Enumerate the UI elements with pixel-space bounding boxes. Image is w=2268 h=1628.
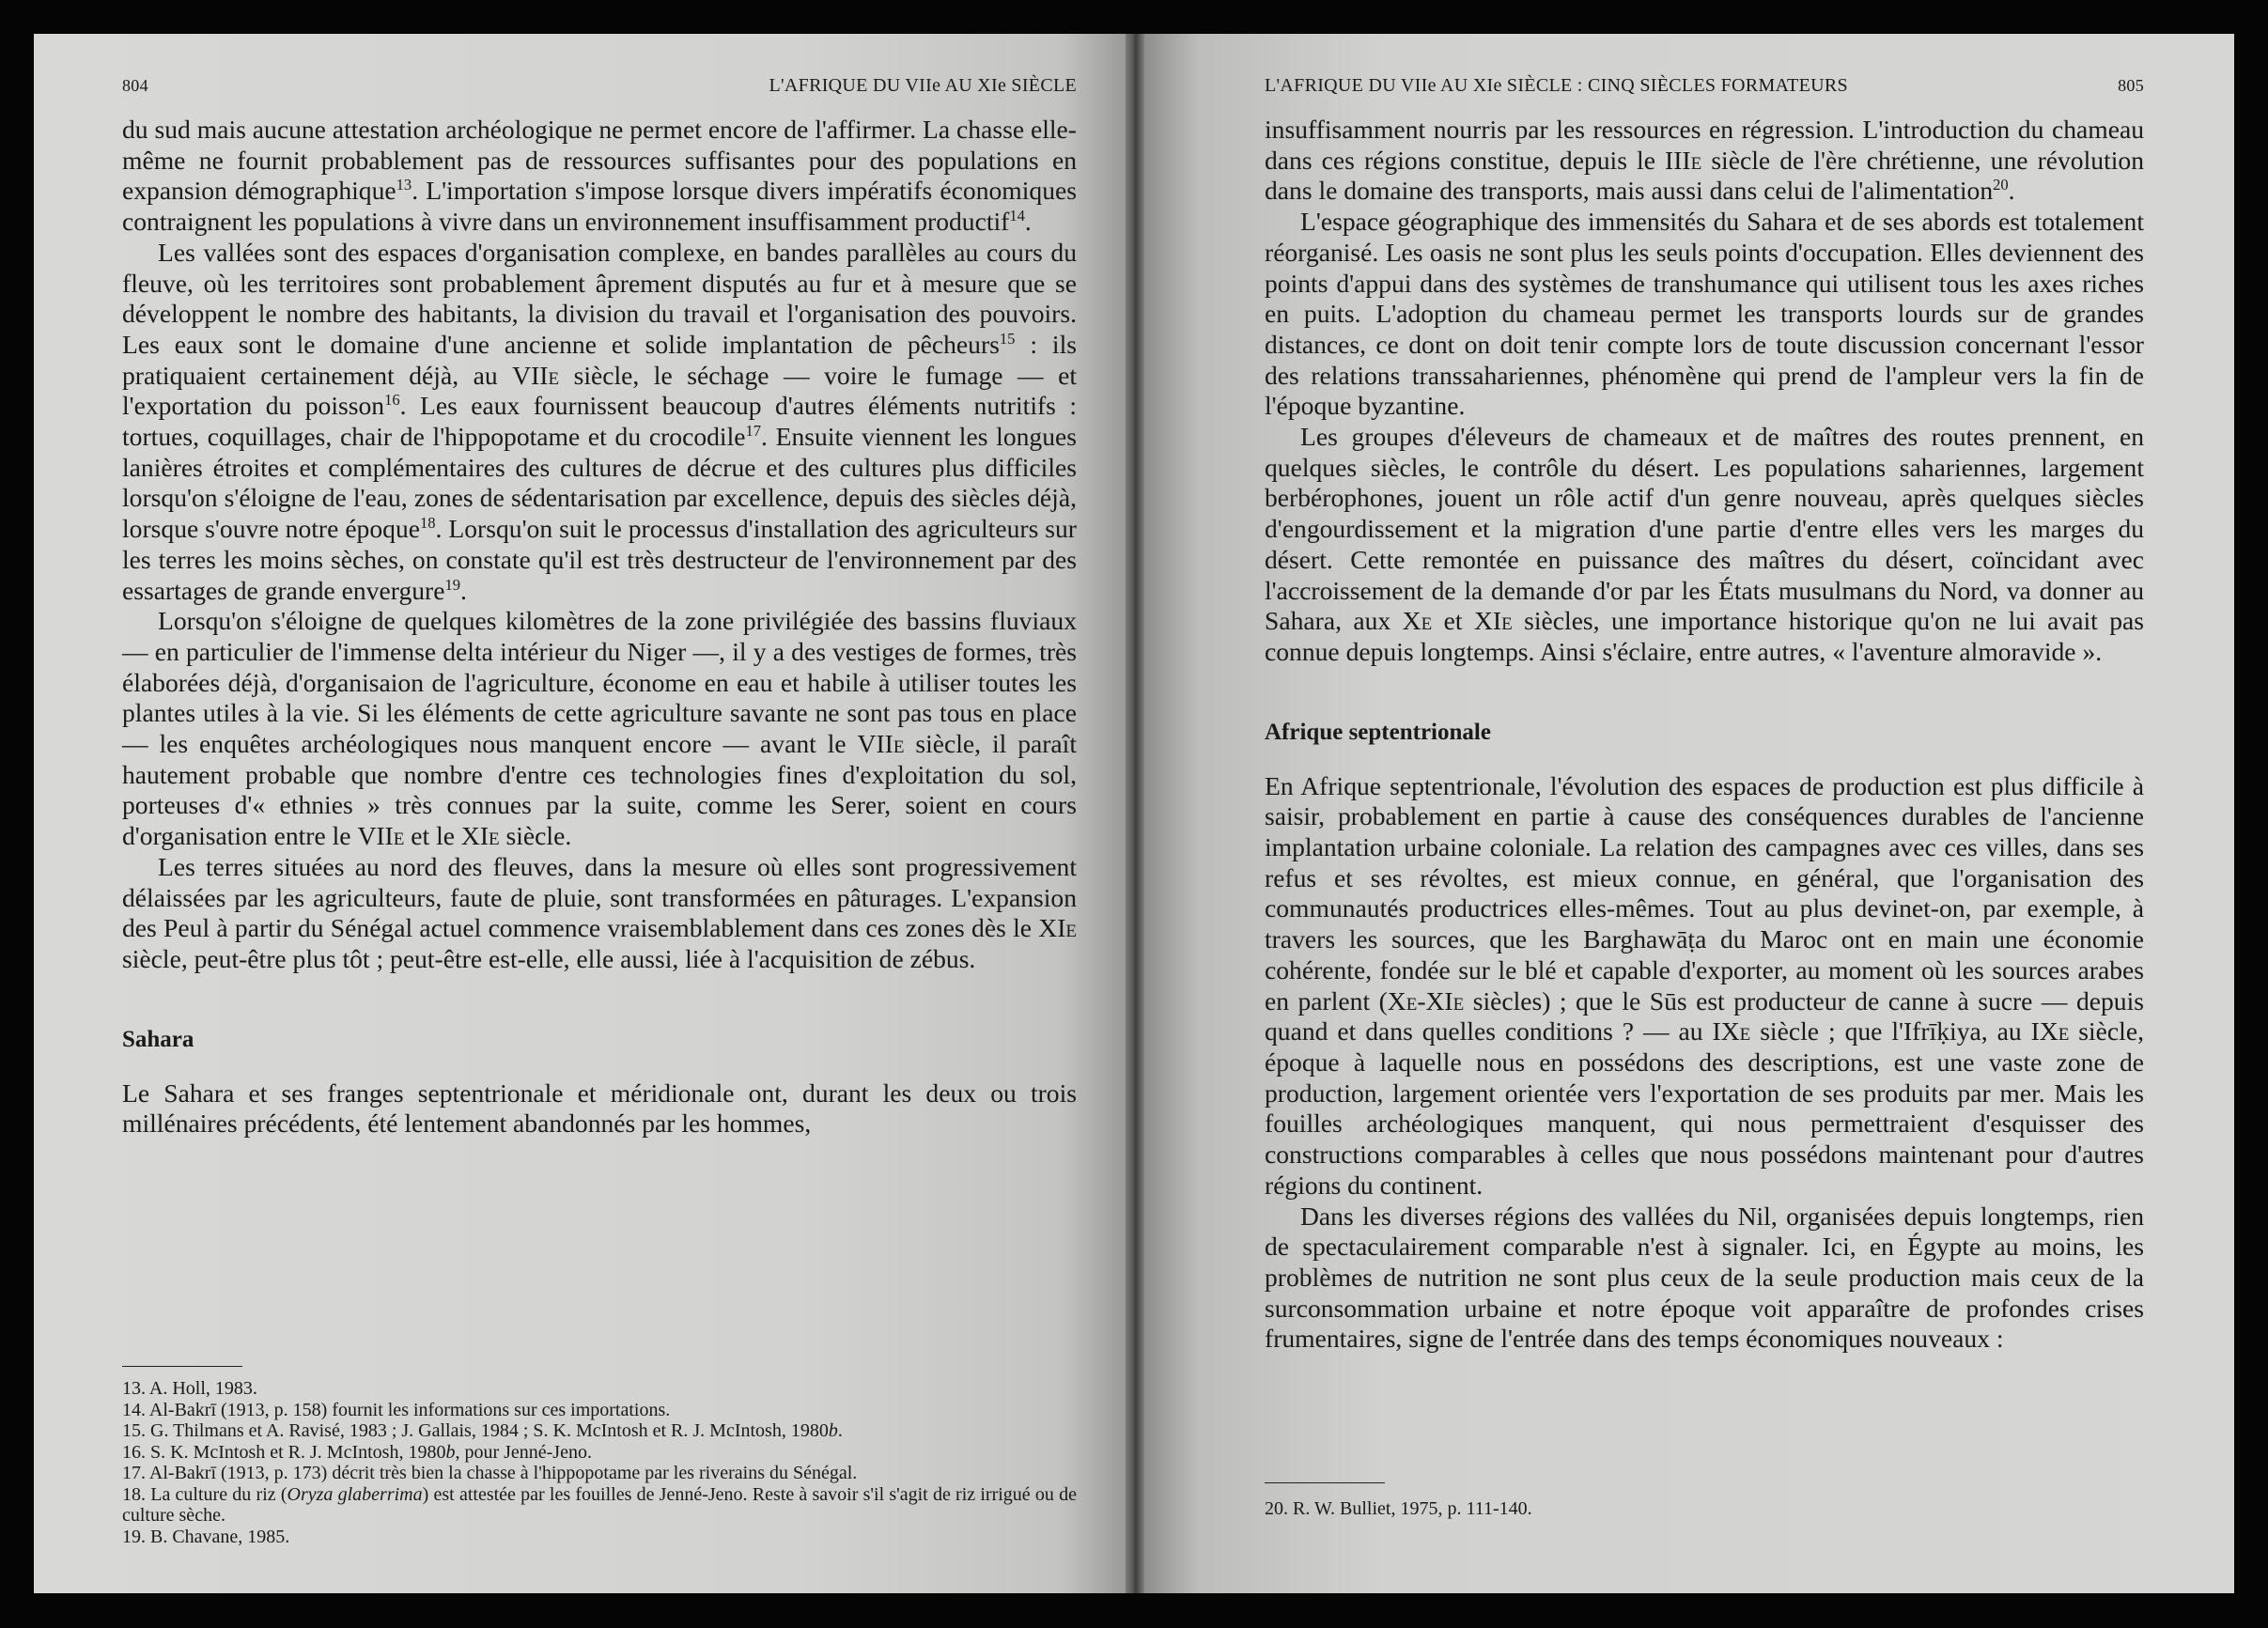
right-paragraph-3: Les groupes d'éleveurs de chameaux et de maîtres des routes prennent, en quelques siècles, le contrôle du désert. Les populations sahariennes, largement berbérophones, jouent un rôle actif d'un genre nouveau, après quelques siècles d'engourdissement et la migration d'une partie d'entre elles vers les marges du désert. Cette remontée en puissance des maîtres du désert, coïncidant avec l'accroissement de la demande d'or par les États musulmans du Nord, va donner au Sahara, aux Xe et XIe siècles, une importance historique qu'on ne lui avait pas connue depuis longtemps. Ainsi s'éclaire, entre autres, « l'aventure almoravide ». — [1265, 422, 2144, 666]
right-page — [1144, 34, 2234, 1593]
left-page-number: 804 — [122, 76, 148, 95]
left-page — [34, 34, 1126, 1593]
footnote-16: 16. S. K. McIntosh et R. J. McIntosh, 1980b, pour Jenné-Jeno. — [122, 1441, 592, 1463]
left-paragraph-3: Lorsqu'on s'éloigne de quelques kilomètres de la zone privilégiée des bassins fluviaux — en particulier de l'immense delta intérieur du Niger —, il y a des vestiges de formes, très élaborées déjà, d'organisaion de l'agriculture, économe en eau et habile à utiliser toutes les plantes utiles à la vie. Si les éléments de cette agriculture savante ne sont pas tous en place — les enquêtes archéologiques nous manquent encore — avant le VIIe siècle, il paraît hautement probable que nombre d'entre ces technologies fines d'exploitation du sol, porteuses d'« ethnies » très connues par la suite, comme les Serer, soient en cours d'organisation entre le VIIe et le XIe siècle. — [122, 606, 1078, 851]
right-paragraph-2: L'espace géographique des immensités du Sahara et de ses abords est totalement réorganisé. Les oasis ne sont plus les seuls points d'occupation. Elles deviennent des points d'appui dans des systèmes de transhumance qui utilisent tous les axes riches en puits. L'adoption du chameau permet les transports lourds sur de grandes distances, ce dont on doit tenir compte lors de toute discussion concernant l'essor des relations transsahariennes, phénomène qui prend de l'ampleur vers la fin de l'époque byzantine. — [1265, 207, 2144, 421]
footnote-17: 17. Al-Bakrī (1913, p. 173) décrit très bien la chasse à l'hippopotame par les riverains du Sénégal. — [122, 1463, 858, 1483]
left-paragraph-1: du sud mais aucune attestation archéologique ne permet encore de l'affirmer. La chasse elle-même ne fournit probablement pas de ressources suffisantes pour des populations en expansion démographique$^{13}$. L'importation s'impose lorsque divers impératifs économiques contraignent les populations à vivre dans un environnement insuffisamment productif$^{14}$. — [122, 115, 1078, 237]
footnote-ref[interactable]: 13 — [396, 176, 412, 194]
footnote-13: 13. A. Holl, 1983. — [122, 1378, 257, 1399]
right-page-number: 805 — [2118, 76, 2144, 95]
right-footnotes — [1265, 1482, 2144, 1520]
footnote-ref[interactable]: 19 — [444, 575, 461, 594]
footnote-ref[interactable]: 15 — [999, 329, 1016, 348]
right-running-title: L'AFRIQUE DU VIIe AU XIe SIÈCLE : CINQ SIÈCLES FORMATEURS — [1265, 75, 1848, 96]
left-running-title: L'AFRIQUE DU VIIe AU XIe SIÈCLE — [769, 75, 1077, 96]
footnote-rule — [1265, 1482, 1385, 1483]
right-paragraph-4: En Afrique septentrionale, l'évolution des espaces de production est plus difficile à saisir, probablement en partie à cause des conséquences durables de l'ancienne implantation urbaine coloniale. La relation des campagnes avec ces villes, dans ses refus et ses révoltes, est mieux connue, en général, que l'organisation des communautés productrices elles-mêmes. Tout au plus devinet-on, par exemple, à travers les sources, que les Barghawāṭa du Maroc ont en main une économie cohérente, fondée sur le blé et capable d'exporter, au moment où les sources arabes en parlent (Xe-XIe siècles) ; que le Sūs est producteur de canne à sucre — depuis quand et dans quelles conditions ? — au IXe siècle ; que l'Ifrīḳiya, au IXe siècle, époque à laquelle nous en possédons des descriptions, est une vaste zone de production, largement orientée vers l'exportation de ses produits par mer. Mais les fouilles archéologiques manquent, qui nous permettraient d'esquisser des constructions comparables à celles que nous possédons maintenant pour d'autres régions du continent. — [1265, 770, 2144, 1200]
footnote-20: 20. R. W. Bulliet, 1975, p. 111-140. — [1265, 1498, 1532, 1519]
left-paragraph-4: Les terres situées au nord des fleuves, dans la mesure où elles sont progressivement délaissées par les agriculteurs, faute de pluie, sont transformées en pâturages. L'expansion des Peul à partir du Sénégal actuel commence vraisemblablement dans ces zones dès le XIe siècle, peut-être plus tôt ; peut-être est-elle, elle aussi, liée à l'acquisition de zébus. — [122, 851, 1077, 973]
left-body — [122, 115, 1077, 1140]
footnote-19: 19. B. Chavane, 1985. — [122, 1526, 290, 1547]
footnote-15: 15. G. Thilmans et A. Ravisé, 1983 ; J. Gallais, 1984 ; S. K. McIntosh et R. J. McIntosh, 1980b. — [122, 1420, 843, 1441]
left-paragraph-2: Les vallées sont des espaces d'organisation complexe, en bandes parallèles au cours du fleuve, où les territoires sont probablement âprement disputés au fur et à mesure que se développent le nombre des habitants, la division du travail et l'organisation des pouvoirs. Les eaux sont le domaine d'une ancienne et solide implantation de pêcheurs$^{15}$ : ils pratiquaient certainement déjà, au VIIe siècle, le séchage — voire le fumage — et l'exportation du poisson$^{16}$. Les eaux fournissent beaucoup d'autres éléments nutritifs : tortues, coquillages, chair de l'hippopotame et du crocodile$^{17}$. Ensuite viennent les longues lanières étroites et complémentaires des cultures de décrue et des cultures plus difficiles lorsqu'on s'éloigne de l'eau, zones de sédentarisation par excellence, depuis des siècles déjà, lorsque s'ouvre notre époque$^{18}$. Lorsqu'on suit le processus d'installation des agriculteurs sur les terres les moins sèches, on constate qu'il est très destructeur de l'environnement par des essartages de grande envergure$^{19}$. — [122, 237, 1078, 605]
footnote-14: 14. Al-Bakrī (1913, p. 158) fournit les informations sur ces importations. — [122, 1399, 671, 1420]
left-paragraph-5: Le Sahara et ses franges septentrionale et méridionale ont, durant les deux ou trois millénaires précédents, été lentement abandonnés par les hommes, — [122, 1078, 1077, 1139]
footnote-ref[interactable]: 14 — [1009, 206, 1025, 225]
right-paragraph-5: Dans les diverses régions des vallées du Nil, organisées depuis longtemps, rien de spectaculairement comparable n'est à signaler. Ici, en Égypte au moins, les problèmes de nutrition ne sont plus ceux de la seule production mais ceux de la surconsommation urbaine et notre époque voit apparaître de profondes crises frumentaires, signe de l'entrée dans des temps économiques nouveaux : — [1265, 1201, 2144, 1354]
footnote-ref[interactable]: 17 — [745, 421, 762, 440]
section-heading-afrique-septentrionale: Afrique septentrionale — [1265, 719, 1491, 745]
section-heading-sahara: Sahara — [122, 1026, 194, 1052]
footnote-ref[interactable]: 20 — [1993, 176, 2009, 194]
book-spread — [34, 34, 2234, 1593]
left-running-head — [122, 75, 1077, 103]
right-paragraph-1: insuffisamment nourris par les ressources en régression. L'introduction du chameau dans ces régions constitue, depuis le IIIe siècle de l'ère chrétienne, une révolution dans le domaine des transports, mais aussi dans celui de l'alimentation$^{20}$. — [1265, 115, 2144, 206]
footnote-ref[interactable]: 18 — [420, 513, 436, 532]
footnote-ref[interactable]: 16 — [384, 391, 400, 410]
footnote-18: 18. La culture du riz (Oryza glaberrima) est attestée par les fouilles de Jenné-Jeno. Reste à savoir s'il s'agit de riz irrigué ou de culture sèche. — [122, 1483, 1078, 1526]
right-running-head — [1265, 75, 2144, 103]
footnote-rule — [122, 1366, 242, 1367]
right-body — [1265, 115, 2144, 1355]
left-footnotes — [122, 1366, 1077, 1547]
